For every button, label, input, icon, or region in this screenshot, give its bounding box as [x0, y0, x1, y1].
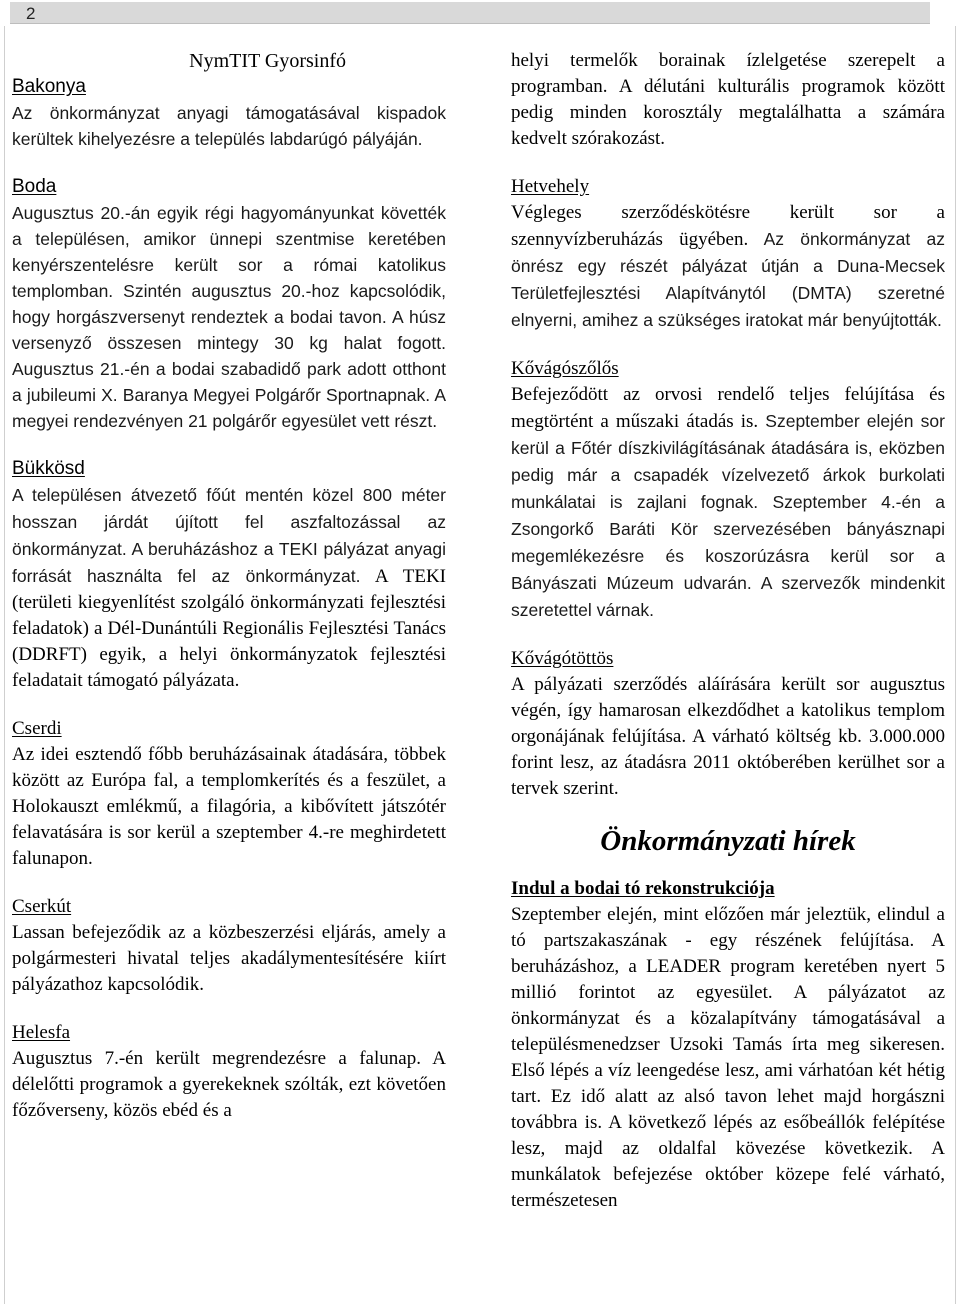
news-section-title: Önkormányzati hírek — [600, 825, 856, 857]
section-body-part: Végleges szerződéskötésre került sor a szennyvízberuházás ügyében. — [511, 202, 945, 250]
section-body-part: Szeptember elején sor kerül a Főtér díszkivilágításának átadására is, eközben pedig már a csapadék vízelvezető árkok burkolati munkálatai is zajlani fognak. Szeptember 4.-én a Zsongorkő Baráti Kör szervezésében bányásznapi megemlékezésre és koszorúzásra kerül sor a Bányászati Múzeum udvarán. A szervezők mindenkit szeretettel várnak. — [511, 411, 945, 620]
section-kovagoszolos — [511, 356, 945, 624]
section-body: Augusztus 7.-én került megrendezésre a falunap. A délelőtti programok a gyerekeknek szólták, ezt követően főzőverseny, közös ebéd és a — [12, 1048, 446, 1121]
section-body: Lassan befejeződik az a közbeszerzési eljárás, amely a polgármesteri hivatal teljes akadálymentesítésére kiírt pályázathoz kapcsolódik. — [12, 922, 446, 995]
section-body-part: A településen átvezető főút mentén közel 800 méter hosszan járdát újított fel aszfaltozással az önkormányzat. A beruházáshoz a TEKI pályázat anyagi forrását használta fel az önkormányzat. — [12, 485, 446, 586]
section-heading: Kővágószőlős — [511, 358, 619, 379]
section-body-part: Befejeződött az orvosi rendelő teljes felújítása és megtörtént a műszaki átadás is. — [511, 384, 945, 432]
section-body: Az önkormányzat anyagi támogatásával kispadok kerültek kihelyezésre a település labdarúgó pályáján. — [12, 103, 446, 149]
section-news-boda-lake — [511, 876, 945, 1214]
section-heading: Boda — [12, 176, 57, 197]
section-cserdi — [12, 716, 446, 872]
section-body: Az idei esztendő főbb beruházásainak átadására, többek között az Európa fal, a templomkerítés és a feszület, a Holokauszt emlékmű, a filagória, a kibővített játszótér felavatására is sor kerül a szeptember 4.-re meghirdetett falunapon. — [12, 744, 446, 869]
section-body: Augusztus 20.-án egyik régi hagyományunkat követték a településen, amikor ünnepi szentmise keretében kenyérszentelésre került sor a római katolikus templomban. Szintén augusztus 20.-hoz kapcsolódik, hogy horgászversenyt rendeztek a bodai tavon. A húsz versenyző összesen mintegy 30 kg halat fogott. Augusztus 21.-én a bodai szabadidő park adott otthont a jubileumi X. Baranya Megyei Polgárőr Sportnapnak. A megyei rendezvényen 21 polgárőr egyesület vett részt. — [12, 203, 446, 431]
section-cserkut — [12, 894, 446, 998]
section-bakonya — [12, 74, 446, 152]
page-header-bar — [10, 2, 930, 24]
section-body-part: A TEKI (területi kiegyenlítést szolgáló önkormányzati fejlesztési feladatok) a Dél-Dunántúli Regionális Fejlesztési Tanács (DDRFT) egyik, a helyi önkormányzatok fejlesztési feladatait támogató pályázata. — [12, 566, 446, 691]
continued-text: helyi termelők borainak ízlelgetése szerepelt a programban. A délutáni kulturális programok között pedig minden korosztály megtalálhatta a számára kedvelt szórakozást. — [511, 50, 945, 149]
section-heading: Helesfa — [12, 1022, 71, 1043]
section-continued-intro — [511, 48, 945, 152]
section-bukkosd — [12, 456, 446, 694]
section-body: Szeptember elején, mint előzően már jeleztük, elindul a tó partszakaszának - egy részének felújítása. A beruházáshoz, a LEADER program keretében nyert 5 millió forintot az egyesület. A pályázatot az önkormányzat és a közalapítvány támogatásával a településmenedzser Uzsoki Tamás írta meg sikeresen. Első lépés a víz leengedése lesz, ami várhatóan két hétig tart. Ez idő alatt az alsó tavon lehet majd horgászni továbbra is. A következő lépés az esőbeállók felépítése lesz, majd az oldalfal kövezése következik. A munkálatok befejezése október közepe felé várható, természetesen — [511, 904, 945, 1211]
page-number: 2 — [26, 4, 36, 23]
section-heading: Kővágótöttös — [511, 648, 614, 669]
section-boda — [12, 174, 446, 434]
left-column — [12, 48, 446, 1302]
section-kovagotottos — [511, 646, 945, 802]
section-body-part: Az önkormányzat az önrész egy részét pályázat útján a Duna-Mecsek Területfejlesztési Alapítványtól (DMTA) szeretné elnyerni, amihez a szükséges iratokat már benyújtották. — [511, 229, 945, 330]
section-body — [511, 382, 945, 624]
section-body — [12, 482, 446, 694]
section-heading: Indul a bodai tó rekonstrukciója — [511, 878, 775, 899]
masthead: NymTIT Gyorsinfó — [189, 50, 346, 72]
section-heading: Hetvehely — [511, 176, 590, 197]
section-heading: Bakonya — [12, 76, 86, 97]
section-body — [511, 200, 945, 334]
section-helesfa — [12, 1020, 446, 1124]
section-heading: Bükkösd — [12, 458, 85, 479]
section-heading: Cserdi — [12, 718, 62, 739]
section-heading: Cserkút — [12, 896, 72, 917]
right-column — [511, 48, 945, 1302]
section-body: A pályázati szerződés aláírására került sor augusztus végén, így hamarosan elkezdődhet a katolikus templom orgonájának felújítása. A várható költség kb. 3.000.000 forint lesz, az átadásra 2011 októberében kerülhet sor a tervek szerint. — [511, 674, 945, 799]
section-hetvehely — [511, 174, 945, 334]
